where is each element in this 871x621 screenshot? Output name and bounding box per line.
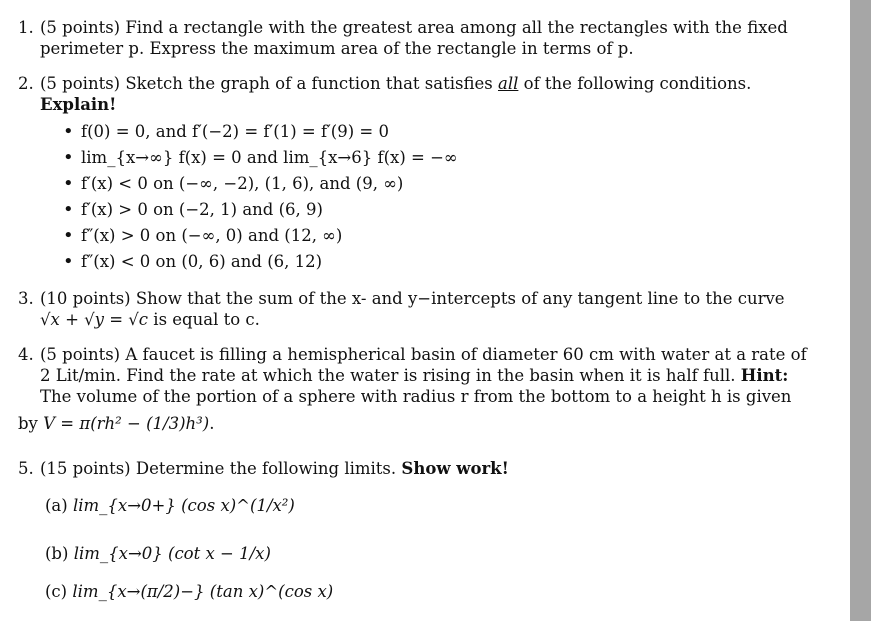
problem-number: 2. <box>18 74 34 93</box>
part-label: (b) <box>45 544 69 563</box>
limit-part-a <box>45 496 295 515</box>
condition-item <box>63 226 863 252</box>
instruction-bold: Show work! <box>401 459 509 478</box>
limit-part-b <box>45 544 271 563</box>
condition-item <box>63 200 863 226</box>
problem-number: 4. <box>18 345 34 364</box>
condition-text: f(0) = 0, and f′(−2) = f′(1) = f′(9) = 0 <box>81 122 389 141</box>
condition-text: f′(x) < 0 on (−∞, −2), (1, 6), and (9, ∞) <box>81 174 404 193</box>
problem-5 <box>18 458 840 479</box>
problem-text-line-2: is equal to c. <box>153 310 260 329</box>
problem-text-line-1: (5 points) A faucet is filling a hemispherical basin of diameter 60 cm with water at a rate of <box>40 345 807 364</box>
part-label: (c) <box>45 582 68 601</box>
part-label: (a) <box>45 496 68 515</box>
problem-text-line-2: 2 Lit/min. Find the rate at which the water is rising in the basin when it is half full. <box>40 366 736 385</box>
problem-intro: (5 points) Sketch the graph of a function that satisfies <box>40 74 493 93</box>
formula-tail: . <box>209 414 215 433</box>
limit-expression: lim_{x→0+} (cos x)^(1/x²) <box>72 496 295 515</box>
conditions-list <box>63 122 863 278</box>
problem-1 <box>18 17 840 59</box>
problem-2 <box>18 73 818 278</box>
condition-item <box>63 148 863 174</box>
problem-number: 1. <box>18 18 34 37</box>
formula-lead: by <box>18 414 38 433</box>
problem-number: 3. <box>18 289 34 308</box>
condition-text: lim_{x→∞} f(x) = 0 and lim_{x→6} f(x) = −∞ <box>81 148 458 167</box>
problem-text-line-1: (5 points) Find a rectangle with the greatest area among all the rectangles with the fixed <box>40 18 788 37</box>
emphasis-word: all <box>497 74 519 93</box>
limit-part-c <box>45 582 333 601</box>
condition-text: f″(x) > 0 on (−∞, 0) and (12, ∞) <box>81 226 343 245</box>
hint-label: Hint: <box>740 366 789 385</box>
condition-text: f″(x) < 0 on (0, 6) and (6, 12) <box>81 252 323 271</box>
problem-text-line-1: (10 points) Show that the sum of the x- and y−intercepts of any tangent line to the curve <box>40 289 785 308</box>
problem-text-line-2: perimeter p. Express the maximum area of the rectangle in terms of p. <box>40 39 634 58</box>
volume-formula: V = π(rh² − (1/3)h³) <box>43 414 210 433</box>
condition-text: f′(x) > 0 on (−2, 1) and (6, 9) <box>81 200 323 219</box>
scrollbar[interactable] <box>850 0 871 621</box>
problem-intro: (15 points) Determine the following limits. <box>40 459 397 478</box>
curve-equation: √x + √y = √c <box>40 310 149 329</box>
condition-item <box>63 252 863 278</box>
limit-expression: lim_{x→(π/2)−} (tan x)^(cos x) <box>72 582 334 601</box>
problem-text-line-3: The volume of the portion of a sphere with radius r from the bottom to a height h is given <box>40 387 792 406</box>
limit-expression: lim_{x→0} (cot x − 1/x) <box>73 544 271 563</box>
problem-3 <box>18 288 840 330</box>
condition-item <box>63 174 863 200</box>
problem-number: 5. <box>18 459 34 478</box>
instruction-bold: Explain! <box>40 95 117 114</box>
condition-item <box>63 122 863 148</box>
problem-4 <box>18 344 840 434</box>
problem-intro-tail: of the following conditions. <box>523 74 752 93</box>
